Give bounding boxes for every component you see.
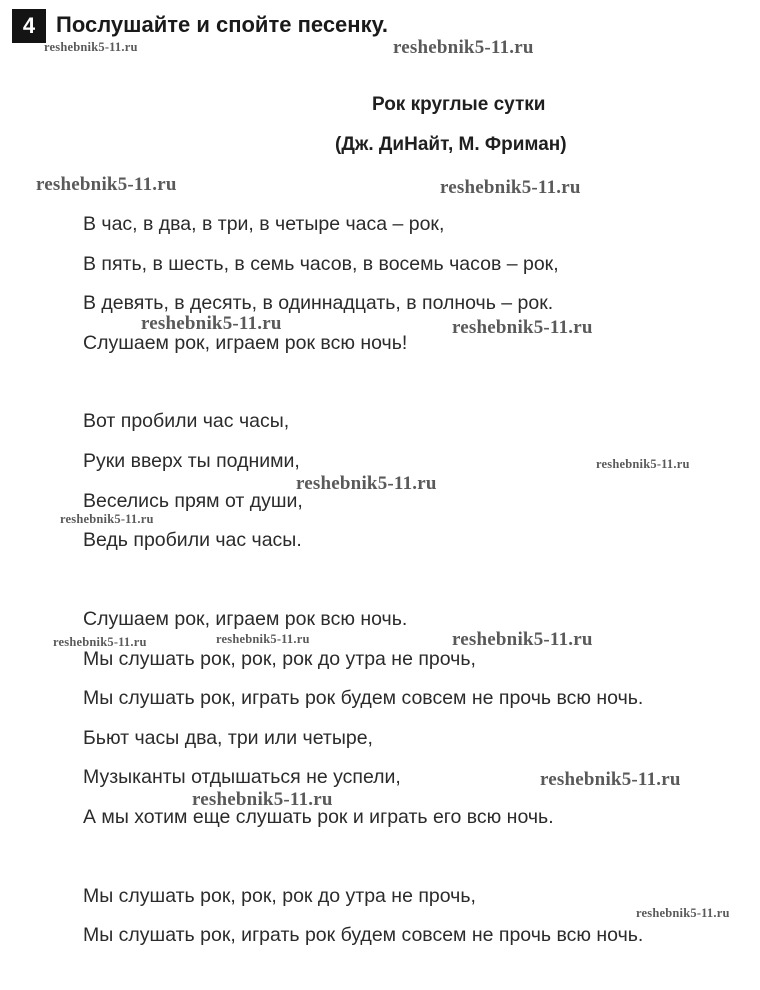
watermark: reshebnik5-11.ru	[44, 40, 138, 54]
lyric-line: Веселись прям от души,	[83, 490, 303, 512]
watermark: reshebnik5-11.ru	[393, 37, 534, 58]
lyric-line: Мы слушать рок, рок, рок до утра не прочь,	[83, 648, 476, 670]
lyric-line: Мы слушать рок, играть рок будем совсем не прочь всю ночь.	[83, 924, 644, 946]
task-number-badge: 4	[12, 9, 46, 43]
watermark: reshebnik5-11.ru	[452, 317, 593, 338]
lyric-line: Слушаем рок, играем рок всю ночь.	[83, 608, 408, 630]
lyric-line: Музыканты отдышаться не успели,	[83, 766, 401, 788]
lyric-line: Бьют часы два, три или четыре,	[83, 727, 373, 749]
watermark: reshebnik5-11.ru	[141, 313, 282, 334]
lyric-line: Мы слушать рок, рок, рок до утра не прочь,	[83, 885, 476, 907]
lyric-line: Ведь пробили час часы.	[83, 529, 302, 551]
watermark: reshebnik5-11.ru	[192, 789, 333, 810]
watermark: reshebnik5-11.ru	[216, 632, 310, 646]
song-authors: (Дж. ДиНайт, М. Фриман)	[335, 134, 567, 155]
watermark: reshebnik5-11.ru	[540, 769, 681, 790]
lyric-line: В девять, в десять, в одиннадцать, в полночь – рок.	[83, 292, 554, 314]
song-title: Рок круглые сутки	[372, 94, 546, 115]
watermark: reshebnik5-11.ru	[60, 512, 154, 526]
watermark: reshebnik5-11.ru	[452, 629, 593, 650]
lyric-line: В час, в два, в три, в четыре часа – рок,	[83, 213, 445, 235]
watermark: reshebnik5-11.ru	[53, 635, 147, 649]
lyric-line: А мы хотим еще слушать рок и играть его всю ночь.	[83, 806, 554, 828]
lyric-line: Вот пробили час часы,	[83, 410, 290, 432]
watermark: reshebnik5-11.ru	[636, 906, 730, 920]
lyric-line: Руки вверх ты подними,	[83, 450, 300, 472]
task-instruction: Послушайте и спойте песенку.	[56, 12, 388, 37]
watermark: reshebnik5-11.ru	[596, 457, 690, 471]
lyric-line: В пять, в шесть, в семь часов, в восемь часов – рок,	[83, 253, 559, 275]
watermark: reshebnik5-11.ru	[36, 174, 177, 195]
lyric-line: Мы слушать рок, играть рок будем совсем не прочь всю ночь.	[83, 687, 644, 709]
watermark: reshebnik5-11.ru	[296, 473, 437, 494]
lyric-line: Слушаем рок, играем рок всю ночь!	[83, 332, 408, 354]
watermark: reshebnik5-11.ru	[440, 177, 581, 198]
